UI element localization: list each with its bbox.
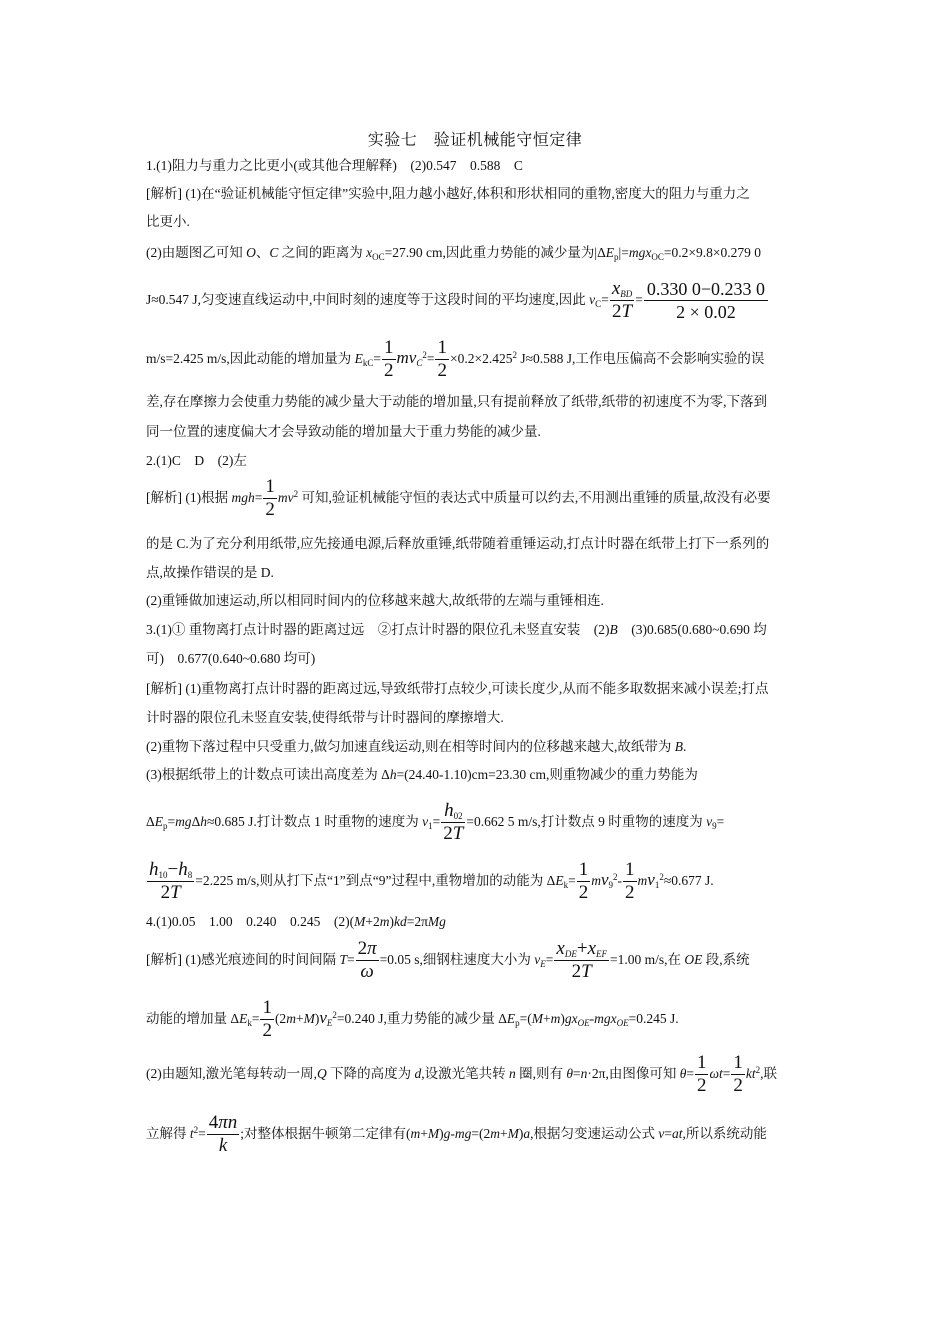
analysis-line: [解析] (1)重物离打点计时器的距离过远,导致纸带打点较少,可读长度少,从而不能多取数据来减小误差;打点	[146, 681, 769, 696]
analysis-line: 差,存在摩擦力会使重力势能的减少量大于动能的增加量,只有提前释放了纸带,纸带的初速度不为零,下落到	[146, 394, 767, 409]
fraction: $\frac{x_{BD}}{2T}$	[611, 278, 633, 323]
analysis-line: 点,故操作错误的是 D.	[146, 565, 274, 580]
fraction: $\frac{1}{2}$	[625, 859, 635, 904]
fraction: $\frac{1}{2}$	[696, 1052, 707, 1097]
fraction: $\frac{1}{2}$	[262, 997, 272, 1042]
analysis-line: 比更小.	[146, 214, 190, 229]
analysis-line: 动能的增加量 $\Delta E_k=$ $\frac{1}{2}$ $(2m+M)v_E^2=0.240$ J,重力势能的减少量 $\Delta E_p=(M+m)gx_{OE}-mgx_{OE}=0.245$ J.	[146, 997, 679, 1042]
answer-line: 4.(1)0.05 1.00 0.240 0.245 (2)(M+2m)kd=2πMg	[146, 914, 446, 929]
analysis-line: (2)由题图乙可知 O、C 之间的距离为 $x_{OC}=27.90$ cm,因此重力势能的减少量为$|\Delta E_p|=mgx_{OC}=0.2\times 9.8\times 0.279$ 0	[146, 245, 761, 262]
fraction: $\frac{x_{DE}+x_{EF}}{2T}$	[556, 938, 607, 983]
fraction: $\frac{h_{02}}{2T}$	[443, 800, 464, 845]
analysis-line: 计时器的限位孔未竖直安装,使得纸带与计时器间的摩擦增大.	[146, 710, 504, 725]
analysis-line: [解析] (1)根据 mgh= $\frac{1}{2}$ $mv^2$ 可知,验证机械能守恒的表达式中质量可以约去,不用测出重锤的质量,故没有必要	[146, 476, 771, 521]
fraction: $\frac{0.330 0-0.233 0}{2 \times 0.02}$	[644, 279, 768, 322]
analysis-line: m/s=2.425 m/s,因此动能的增加量为 $E_{kC}=$ $\frac{1}{2}$ $mv_C^2=$ $\frac{1}{2}$ $\times 0.2\times 2.425^2$ J≈0.588 J,工作电压偏高不会影响实验的误	[146, 337, 765, 382]
analysis-line: [解析] (1)在“验证机械能守恒定律”实验中,阻力越小越好,体积和形状相同的重物,密度大的阻力与重力之	[146, 186, 750, 201]
analysis-line: 立解得 $t^2=$ $\frac{4\pi n}{k}$ ;对整体根据牛顿第二定律有(m+M)g-mg=(2m+M)a,根据匀变速运动公式 v=at,所以系统动能	[146, 1112, 767, 1157]
analysis-line: $\frac{h_{10}-h_8}{2T}$ =2.225 m/s,则从打下点“1”到点“9”过程中,重物增加的动能为 $\Delta E_k=$ $\frac{1}{2}$ $mv_9^2-$ $\frac{1}{2}$ $mv_1^2\approx 0.677$ J.	[149, 859, 714, 904]
answer-line: 1.(1)阻力与重力之比更小(或其他合理解释) (2)0.547 0.588 C	[146, 158, 523, 173]
fraction: $\frac{1}{2}$	[384, 337, 394, 382]
fraction: $\frac{2\pi}{\omega}$	[357, 938, 377, 983]
page-title: 实验七 验证机械能守恒定律	[367, 132, 583, 149]
analysis-line: 的是 C.为了充分利用纸带,应先接通电源,后释放重锤,纸带随着重锤运动,打点计时器在纸带上打下一系列的	[146, 536, 770, 551]
analysis-line: $\Delta E_p=mg\Delta h\approx 0.685$ J.打计数点 1 时重物的速度为 $v_1=$ $\frac{h_{02}}{2T}$ =0.662 5 m/s,打计数点 9 时重物的速度为 $v_9=$	[146, 800, 725, 845]
analysis-line: [解析] (1)感光痕迹间的时间间隔 T= $\frac{2\pi}{\omega}$ =0.05 s,细钢柱速度大小为 $v_E=$ $\frac{x_{DE}+x_{EF}}{2T}$ =1.00 m/s,在 OE 段,系统	[146, 938, 750, 983]
analysis-line: (3)根据纸带上的计数点可读出高度差为 Δh=(24.40-1.10)cm=23.30 cm,则重物减少的重力势能为	[146, 767, 698, 782]
fraction: $\frac{1}{2}$	[437, 337, 447, 382]
answer-line: 3.(1)① 重物离打点计时器的距离过远 ②打点计时器的限位孔未竖直安装 (2)B (3)0.685(0.680~0.690 均	[146, 622, 767, 637]
fraction: $\frac{1}{2}$	[578, 859, 589, 904]
fraction: $\frac{1}{2}$	[265, 476, 275, 521]
fraction: $\frac{4\pi n}{k}$	[208, 1112, 238, 1157]
analysis-line: J≈0.547 J,匀变速直线运动中,中间时刻的速度等于这段时间的平均速度,因此 $v_C=$ $\frac{x_{BD}}{2T}$ = $\frac{0.330 0-0.233 0}{2 \times 0.02}$	[146, 278, 808, 322]
analysis-line: (2)由题知,激光笔每转动一周,Q 下降的高度为 d,设激光笔共转 n 圈,则有 θ=n·2π,由图像可知 θ= $\frac{1}{2}$ ωt= $\frac{1}{2}$ $kt^2$,联	[146, 1052, 778, 1097]
answer-line: 可) 0.677(0.640~0.680 均可)	[146, 651, 316, 666]
fraction: $\frac{h_{10}-h_8}{2T}$	[149, 859, 193, 904]
analysis-line: 同一位置的速度偏大才会导致动能的增加量大于重力势能的减少量.	[146, 424, 541, 439]
answer-line: 2.(1)C D (2)左	[146, 453, 247, 468]
analysis-line: (2)重物下落过程中只受重力,做匀加速直线运动,则在相等时间内的位移越来越大,故纸带为 B.	[146, 739, 687, 754]
analysis-line: (2)重锤做加速运动,所以相同时间内的位移越来越大,故纸带的左端与重锤相连.	[146, 593, 604, 608]
fraction: $\frac{1}{2}$	[733, 1052, 743, 1097]
